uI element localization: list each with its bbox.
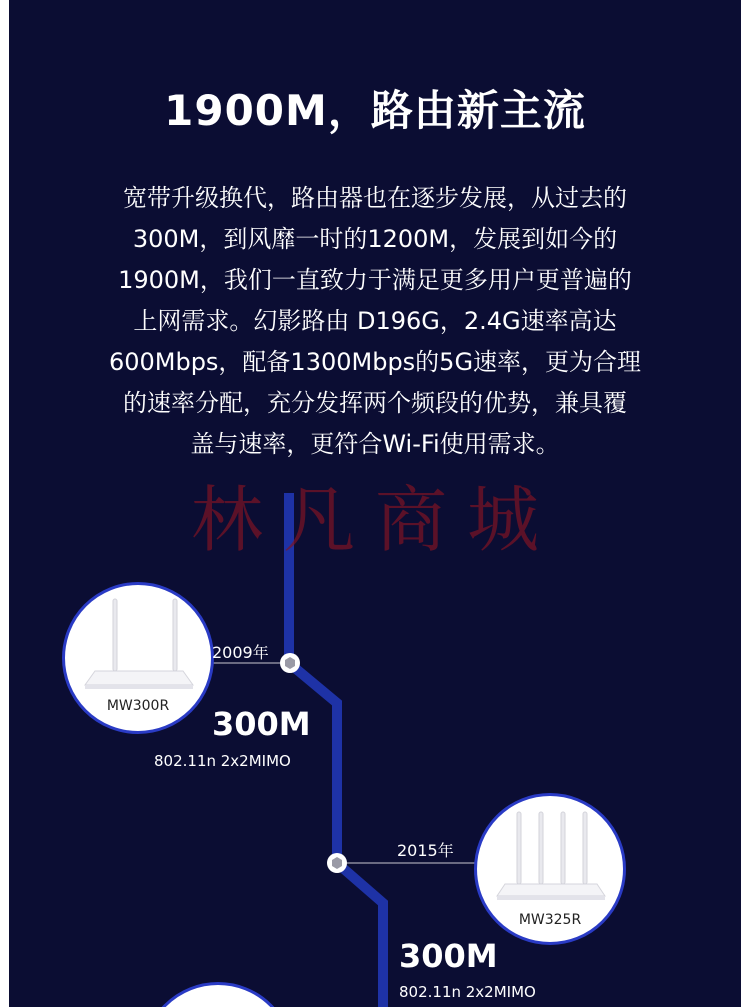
year-label: 2009年	[212, 643, 269, 662]
paragraph-line: 上网需求。幻影路由 D196G，2.4G速率高达	[133, 307, 617, 335]
timeline-node-2009	[280, 653, 300, 673]
spec-label: 802.11n 2x2MIMO	[154, 752, 291, 770]
paragraph-line: 600Mbps，配备1300Mbps的5G速率，更为合理	[108, 348, 642, 376]
timeline-line	[289, 493, 383, 1007]
paragraph-line: 宽带升级换代，路由器也在逐步发展，从过去的	[123, 184, 627, 212]
paragraph-line: 300M，到风靡一时的1200M，发展到如今的	[132, 225, 618, 253]
watermark: 林凡商城	[190, 478, 559, 562]
router-image-mw325r	[474, 793, 626, 945]
paragraph-line: 盖与速率，更符合Wi-Fi使用需求。	[190, 430, 560, 458]
speed-label: 300M	[212, 705, 311, 743]
speed-label: 300M	[399, 937, 498, 975]
year-label: 2015年	[397, 841, 454, 860]
router-image-mw300r	[62, 582, 214, 734]
router-model-label: MW300R	[106, 698, 170, 714]
promo-page	[9, 0, 741, 1007]
paragraph-line: 1900M，我们一直致力于满足更多用户更普遍的	[118, 266, 632, 294]
timeline-node-2015	[327, 853, 347, 873]
paragraph-line: 的速率分配，充分发挥两个频段的优势，兼具覆	[123, 389, 627, 417]
router-model-label: MW325R	[518, 912, 582, 928]
page-title: 1900M，路由新主流	[164, 86, 586, 135]
spec-label: 802.11n 2x2MIMO	[399, 983, 536, 1001]
